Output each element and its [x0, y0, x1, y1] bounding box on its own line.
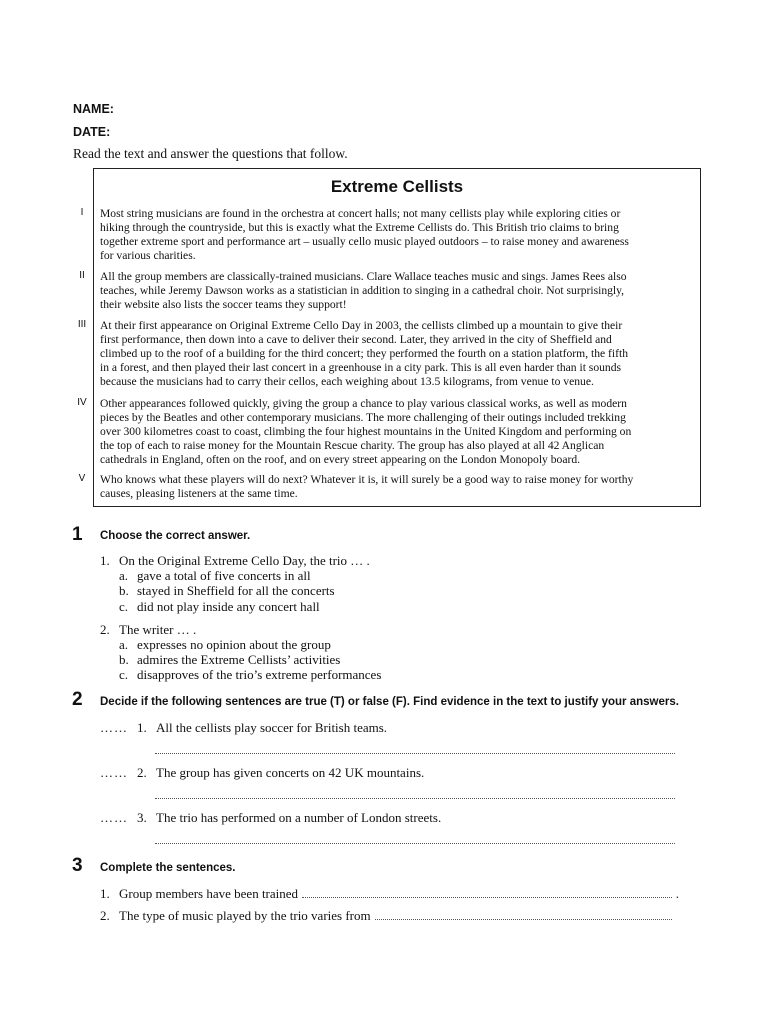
section-instruction: Complete the sentences. [100, 862, 236, 874]
statement-number: 3. [137, 810, 147, 825]
sentence-completion-row [119, 908, 672, 924]
reading-instruction: Read the text and answer the questions that follow. [73, 146, 348, 161]
option-letter: c. [119, 667, 129, 682]
true-false-blank[interactable]: …… [100, 810, 128, 825]
paragraph-line: together extreme sport and performance art – usually cello music played outdoors – to raise money and awareness [100, 235, 629, 248]
question-stem: The writer … . [119, 622, 197, 637]
true-false-blank[interactable]: …… [100, 720, 128, 735]
paragraph-line: causes, pleasing listeners at the same time. [100, 487, 298, 500]
question-number: 1. [100, 553, 110, 568]
paragraph-numeral: IV [77, 397, 87, 408]
paragraph-line: At their first appearance on Original Extreme Cello Day in 2003, the cellists climbed up a mountain to give their [100, 319, 623, 332]
true-false-blank[interactable]: …… [100, 765, 128, 780]
option-letter: a. [119, 568, 129, 583]
paragraph-4 [100, 397, 696, 467]
paragraph-line: their website also lists the soccer teams they support! [100, 298, 347, 311]
section-number: 3 [72, 855, 83, 876]
paragraph-3 [100, 319, 696, 389]
paragraph-line: because the musicians had to carry their cellos, each weighing about 13.5 kilograms, from venue to venue. [100, 375, 594, 388]
statement-number: 2. [137, 765, 147, 780]
paragraph-numeral: V [78, 473, 86, 484]
paragraph-line: pieces by the Beatles and other contemporary musicians. The more challenging of their outings included trekking [100, 411, 626, 424]
paragraph-5 [100, 473, 696, 501]
question-number: 2. [100, 622, 110, 637]
paragraph-line: Who knows what these players will do next? Whatever it is, it will surely be a good way to raise money for worthy [100, 473, 634, 486]
option-letter: b. [119, 583, 129, 598]
name-label: NAME: [73, 102, 114, 116]
paragraph-line: cathedrals in England, often on the roof, and on every street appearing on the London Monopoly board. [100, 453, 581, 466]
paragraph-line: hiking through the countryside, but this is exactly what the Extreme Cellists do. This British trio claims to bring [100, 221, 619, 234]
question-stem: On the Original Extreme Cello Day, the trio … . [119, 553, 370, 568]
reading-title: Extreme Cellists [330, 177, 464, 196]
answer-option[interactable]: did not play inside any concert hall [137, 599, 320, 614]
answer-option[interactable]: disapproves of the trio’s extreme performances [137, 667, 382, 682]
sentence-stem: The type of music played by the trio varies from [119, 908, 371, 923]
paragraph-numeral: III [77, 319, 87, 330]
evidence-answer-line[interactable] [155, 842, 675, 844]
paragraph-line: All the group members are classically-trained musicians. Clare Wallace teaches music and sings. James Rees also [100, 270, 627, 283]
paragraph-line: Most string musicians are found in the orchestra at concert halls; not many cellists play while exploring cities or [100, 207, 621, 220]
paragraph-line: for various charities. [100, 249, 196, 262]
paragraph-1 [100, 207, 696, 263]
section-instruction: Decide if the following sentences are true (T) or false (F). Find evidence in the text to justify your answers. [100, 696, 679, 708]
statement-text: The trio has performed on a number of London streets. [156, 810, 442, 825]
evidence-answer-line[interactable] [155, 752, 675, 754]
date-label: DATE: [73, 125, 111, 139]
statement-text: All the cellists play soccer for British teams. [156, 720, 388, 735]
completion-answer-line[interactable] [375, 918, 672, 920]
sentence-completion-row [119, 886, 679, 902]
paragraph-line: teaches, while Jeremy Dawson works as a statistician in addition to singing in a cathedral choir. Not surprisingly, [100, 284, 625, 297]
paragraph-numeral: I [80, 207, 84, 218]
answer-option[interactable]: stayed in Sheffield for all the concerts [137, 583, 335, 598]
paragraph-line: Other appearances followed quickly, giving the group a chance to play various classical works, as well as modern [100, 397, 627, 410]
paragraph-line: the top of each to raise money for the Mountain Rescue charity. The group has also played at all 42 Anglican [100, 439, 605, 452]
evidence-answer-line[interactable] [155, 797, 675, 799]
paragraph-line: climbed up to the roof of a building for the third concert; they performed the fourth on a station platform, the fifth [100, 347, 629, 360]
sentence-number: 2. [100, 908, 110, 923]
reading-passage-box [93, 168, 701, 507]
section-instruction: Choose the correct answer. [100, 530, 251, 542]
answer-option[interactable]: admires the Extreme Cellists’ activities [137, 652, 341, 667]
statement-text: The group has given concerts on 42 UK mountains. [156, 765, 425, 780]
completion-answer-line[interactable] [302, 896, 672, 898]
paragraph-numeral: II [79, 270, 85, 281]
answer-option[interactable]: gave a total of five concerts in all [137, 568, 311, 583]
option-letter: c. [119, 599, 129, 614]
paragraph-line: in a forest, and then played their last concert in a greenhouse in a city park. This is all even harder than it sounds [100, 361, 622, 374]
option-letter: b. [119, 652, 129, 667]
paragraph-2 [100, 270, 696, 312]
sentence-stem: Group members have been trained [119, 886, 299, 901]
section-number: 2 [72, 689, 83, 710]
statement-number: 1. [137, 720, 147, 735]
paragraph-line: first performance, then down into a cave to deliver their second. Later, they arrived in the city of Sheffield and [100, 333, 612, 346]
answer-option[interactable]: expresses no opinion about the group [137, 637, 331, 652]
sentence-number: 1. [100, 886, 110, 901]
section-number: 1 [72, 524, 83, 545]
sentence-end: . [675, 886, 679, 901]
option-letter: a. [119, 637, 129, 652]
paragraph-line: over 300 kilometres coast to coast, climbing the four highest mountains in the United Kingdom and performing on [100, 425, 632, 438]
